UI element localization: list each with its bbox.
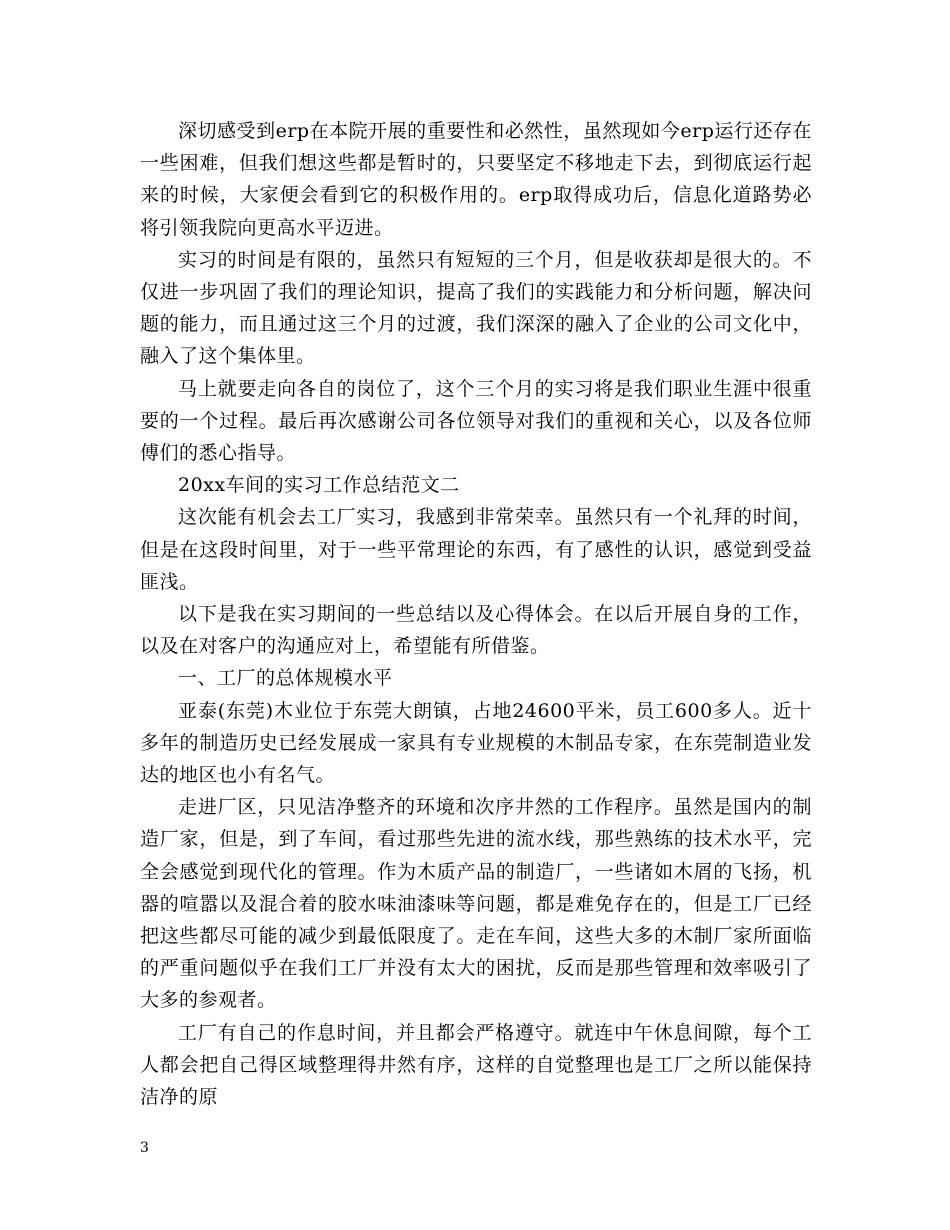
paragraph-summary-intro: 以下是我在实习期间的一些总结以及心得体会。在以后开展自身的工作，以及在对客户的沟通应对上，希望能有所借鉴。: [140, 603, 812, 658]
paragraph-internship-gains: 实习的时间是有限的，虽然只有短短的三个月，但是收获却是很大的。不仅进一步巩固了我们的理论知识，提高了我们的实践能力和分析问题，解决问题的能力，而且通过这三个月的过渡，我们深深的融入了企业的公司文化中，融入了这个集体里。: [140, 248, 812, 368]
paragraph-factory-environment: 走进厂区，只见洁净整齐的环境和次序井然的工作程序。虽然是国内的制造厂家，但是，到了车间，看过那些先进的流水线，那些熟练的技术水平，完全会感觉到现代化的管理。作为木质产品的制造厂，一些诸如木屑的飞扬，机器的喧嚣以及混合着的胶水味油漆味等问题，都是难免存在的，但是工厂已经把这些都尽可能的减少到最低限度了。走在车间，这些大多的木制厂家所面临的严重问题似乎在我们工厂并没有太大的困扰，反而是那些管理和效率吸引了大多的参观者。: [140, 796, 812, 1012]
paragraph-work-schedule: 工厂有自己的作息时间，并且都会严格遵守。就连中午休息间隙，每个工人都会把自己得区域整理得井然有序，这样的自觉整理也是工厂之所以能保持洁净的原: [140, 1021, 812, 1109]
section-title-sample-two: 20xx车间的实习工作总结范文二: [178, 474, 460, 497]
page-number: 3: [140, 1140, 149, 1156]
paragraph-thanks: 马上就要走向各自的岗位了，这个三个月的实习将是我们职业生涯中很重要的一个过程。最后再次感谢公司各位领导对我们的重视和关心，以及各位师傅们的悉心指导。: [140, 377, 812, 465]
document-body: [140, 115, 812, 1113]
paragraph-company-profile: 亚泰(东莞)木业位于东莞大朗镇，占地24600平米，员工600多人。近十多年的制造历史已经发展成一家具有专业规模的木制品专家，在东莞制造业发达的地区也小有名气。: [140, 699, 812, 787]
heading-factory-scale: 一、工厂的总体规模水平: [178, 667, 393, 690]
paragraph-factory-opportunity: 这次能有机会去工厂实习，我感到非常荣幸。虽然只有一个礼拜的时间，但是在这段时间里，对于一些平常理论的东西，有了感性的认识，感觉到受益匪浅。: [140, 506, 812, 593]
paragraph-erp-importance: 深切感受到erp在本院开展的重要性和必然性，虽然现如今erp运行还存在一些困难，但我们想这些都是暂时的，只要坚定不移地走下去，到彻底运行起来的时候，大家便会看到它的积极作用的。erp取得成功后，信息化道路势必将引领我院向更高水平迈进。: [140, 120, 812, 239]
